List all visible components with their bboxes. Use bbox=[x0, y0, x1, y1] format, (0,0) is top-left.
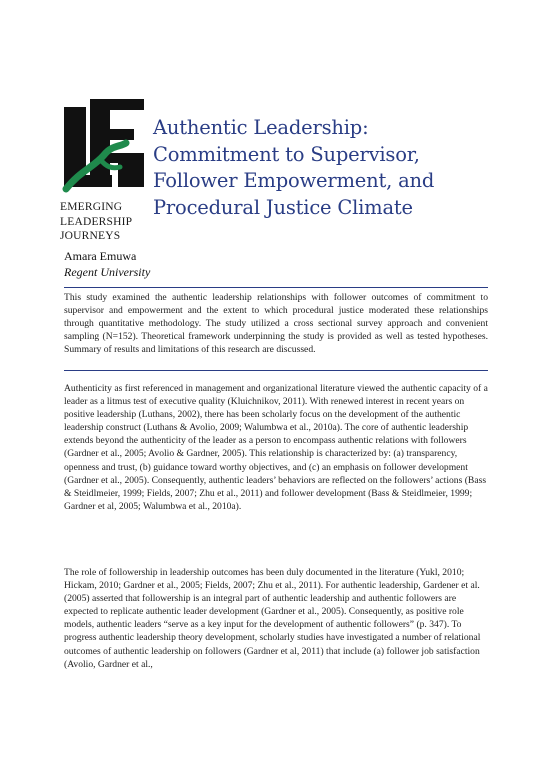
body-paragraph: Authenticity as first referenced in management and organizational literature viewed the authentic capacity of a leader as a litmus test of executive quality (Kluichnikov, 2011). With renewed interest in recent years on positive leadership (Luthans, 2002), there has been scholarly focus on the development of the authentic leadership construct (Luthans & Avolio, 2009; Walumbwa et al., 2010a). The core of authentic leadership extends beyond the authenticity of the leader as a person to encompass authentic relations with followers (Gardner et al., 2005; Avolio & Gardner, 2005). This relationship is characterized by: (a) transparency, openness and trust, (b) guidance toward worthy objectives, and (c) an emphasis on follower development (Gardner et al., 2005). Consequently, authentic leaders’ behaviors are reflected on the followers’ actions (Bass & Steidlmeier, 1999; Fields, 2007; Zhu et al., 2011) and follower development (Bass & Steidlmeier, 1999; Gardner et al, 2005; Walumbwa et al., 2010a). bbox=[64, 383, 488, 512]
logo-word: EMERGING bbox=[60, 201, 123, 213]
logo-wordmark bbox=[60, 200, 148, 244]
author-block bbox=[64, 248, 150, 280]
author-name: Amara Emuwa bbox=[64, 249, 137, 263]
logo-mark-icon bbox=[60, 97, 148, 197]
logo-word: LEADERSHIP bbox=[60, 215, 133, 228]
emerging-leadership-journeys-logo bbox=[60, 97, 148, 247]
article-title bbox=[153, 115, 483, 221]
logo-word: JOURNEYS bbox=[60, 230, 121, 242]
abstract-top-rule bbox=[64, 287, 488, 288]
body-paragraph: The role of followership in leadership outcomes has been duly documented in the literature (Yukl, 2010; Hickam, 2010; Gardner et al., 2005; Fields, 2007; Zhu et al., 2011). For authentic leadership, Gardener et al. (2005) asserted that followership is an integral part of authentic leadership and authentic followers are expected to replicate authentic leader development (Gardner et al., 2005). Consequently, as positive role models, authentic leaders “serve as a key input for the development of authentic followers” (p. 347). To progress authentic leadership theory development, scholarly studies have investigated a number of relational outcomes of authentic leadership on followers (Gardner et al, 2011) that include (a) follower job satisfaction (Avolio, Gardner et al., bbox=[64, 567, 481, 670]
abstract-text: This study examined the authentic leadership relationships with follower outcomes of commitment to supervisor and empowerment and the extent to which procedural justice moderated these relationships through quantitative methodology. The study utilized a cross sectional survey approach and convenient sampling (N=152). Theoretical framework underpinning the study is provided as well as tested hypotheses. Summary of results and limitations of this research are discussed. bbox=[64, 292, 488, 356]
title-line: Procedural Justice Climate bbox=[153, 195, 413, 219]
abstract-bottom-rule bbox=[64, 370, 488, 371]
title-line: Authentic Leadership: bbox=[153, 116, 369, 139]
title-line: Follower Empowerment, and bbox=[153, 169, 435, 192]
title-line: Commitment to Supervisor, bbox=[153, 142, 420, 166]
author-affiliation: Regent University bbox=[64, 265, 151, 279]
